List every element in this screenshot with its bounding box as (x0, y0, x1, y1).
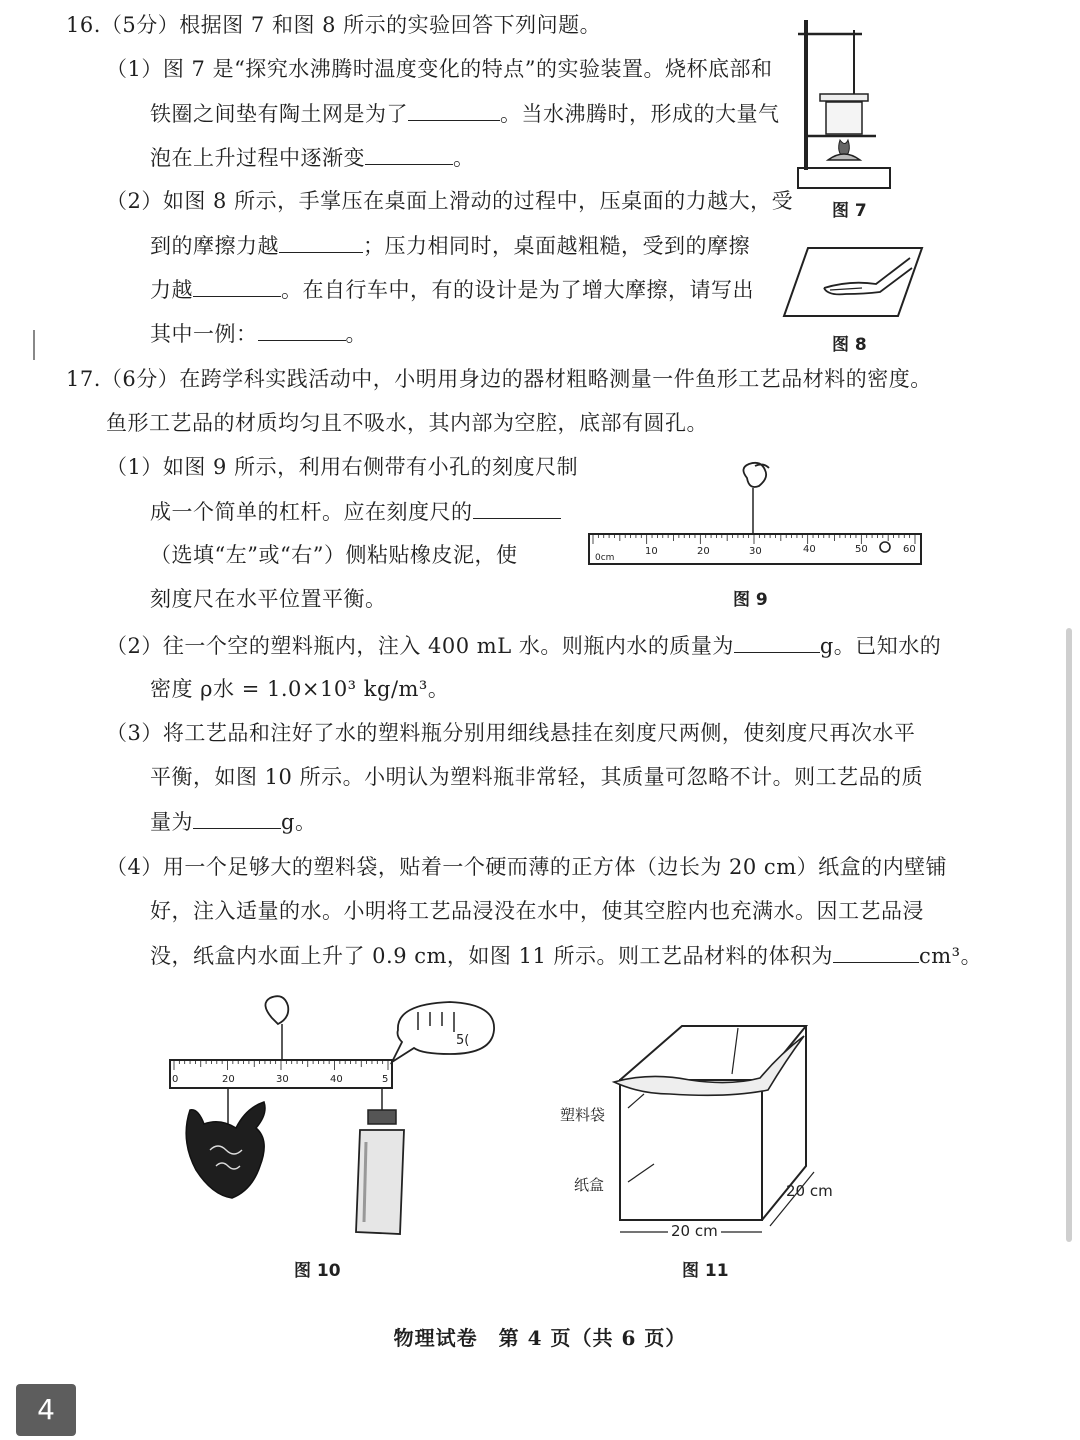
q16-text: 其中一例： (150, 322, 258, 346)
q16-text: ；压力相同时，桌面越粗糙，受到的摩擦 (363, 234, 750, 258)
q17-text: 没，纸盒内水面上升了 0.9 cm，如图 11 所示。则工艺品材料的体积为 (150, 944, 833, 968)
zoom-bubble (392, 1002, 494, 1062)
figure-11-cube-box (610, 1020, 840, 1245)
ruler-tick-label: 5 (382, 1074, 389, 1085)
answer-blank[interactable] (193, 274, 281, 297)
answer-blank[interactable] (473, 496, 561, 519)
q16-header: 16.（5分）根据图 7 和图 8 所示的实验回答下列问题。 (66, 13, 602, 37)
plastic-bag-rim (614, 1036, 804, 1095)
figure-10-balanced-ruler (160, 990, 500, 1245)
q17-text: （2）往一个空的塑料瓶内，注入 400 mL 水。则瓶内水的质量为 (106, 634, 734, 658)
answer-blank[interactable] (279, 230, 363, 253)
figure-8-caption: 图 8 (832, 335, 867, 355)
q16-part1-line2 (150, 98, 780, 129)
beaker (826, 102, 862, 134)
q17-text: g。已知水的 (819, 634, 942, 658)
q16-text: 。 (453, 146, 475, 170)
bag-pointer (628, 1094, 644, 1108)
ruler-tick-label: 20 (697, 546, 710, 557)
figure-8-hand-on-table (780, 240, 930, 322)
answer-blank[interactable] (258, 318, 346, 341)
zoom-label: 5( (456, 1033, 470, 1048)
bottle-cap (368, 1110, 396, 1124)
page-indicator[interactable]: 4 (16, 1384, 76, 1436)
q17-text: 量为 (150, 810, 193, 834)
ruler-tick-label: 50 (855, 544, 868, 555)
ruler-tick-label: 10 (645, 546, 658, 557)
q16-text: 。 (345, 322, 367, 346)
hand-icon (743, 463, 769, 487)
label-paper-box: 纸盒 (574, 1176, 605, 1194)
ruler-tick-label: 20 (222, 1074, 235, 1085)
answer-blank[interactable] (734, 630, 820, 653)
scrollbar[interactable] (1066, 628, 1072, 1242)
hand-icon (265, 996, 288, 1024)
q16-part2-line2 (150, 230, 750, 261)
q16-text: 铁圈之间垫有陶土网是为了 (150, 102, 408, 126)
ruler-tick-label: 30 (749, 546, 762, 557)
box-pointer (628, 1164, 654, 1182)
dimension-depth: 20 cm (786, 1182, 833, 1200)
q17-part3-line3 (150, 806, 316, 837)
q16-text: 泡在上升过程中逐渐变 (150, 146, 365, 170)
q16-part2-line4 (150, 318, 367, 349)
margin-mark (33, 330, 35, 360)
q17-part3-line1: （3）将工艺品和注好了水的塑料瓶分别用细线悬挂在刻度尺两侧，使刻度尺再次水平 (106, 721, 916, 745)
q17-intro: 鱼形工艺品的材质均匀且不吸水，其内部为空腔，底部有圆孔。 (106, 411, 708, 435)
q17-part3-line2: 平衡，如图 10 所示。小明认为塑料瓶非常轻，其质量可忽略不计。则工艺品的质 (150, 765, 924, 789)
ruler-tick-label: 0 (172, 1074, 179, 1085)
answer-blank[interactable] (833, 940, 919, 963)
ruler-tick-label: 30 (276, 1074, 289, 1085)
bag-fold (732, 1028, 738, 1074)
figure-10-caption: 图 10 (294, 1261, 341, 1281)
alcohol-lamp (828, 154, 860, 160)
ruler-tick-label: 40 (803, 544, 816, 555)
q16-part1-line1: （1）图 7 是“探究水沸腾时温度变化的特点”的实验装置。烧杯底部和 (106, 57, 773, 81)
q16-part2-line1: （2）如图 8 所示，手掌压在桌面上滑动的过程中，压桌面的力越大，受 (106, 189, 794, 213)
q17-part4-line2: 好，注入适量的水。小明将工艺品浸没在水中，使其空腔内也充满水。因工艺品浸 (150, 899, 924, 923)
q17-header: 17.（6分）在跨学科实践活动中，小明用身边的器材粗略测量一件鱼形工艺品材料的密度。 (66, 367, 932, 391)
hand (824, 258, 912, 294)
figure-9-ruler-lever (585, 460, 925, 575)
q17-part1-line4: 刻度尺在水平位置平衡。 (150, 587, 387, 611)
answer-blank[interactable] (193, 806, 281, 829)
q16-text: 。在自行车中，有的设计是为了增大摩擦，请写出 (281, 278, 754, 302)
q16-part2-line3 (150, 274, 754, 305)
figure-7-caption: 图 7 (832, 201, 867, 221)
ruler-tick-label: 40 (330, 1074, 343, 1085)
ruler-tick-label: 60 (903, 544, 916, 555)
q17-text: 成一个简单的杠杆。应在刻度尺的 (150, 500, 473, 524)
q16-text: 。当水沸腾时，形成的大量气 (500, 102, 780, 126)
q17-part1-line1: （1）如图 9 所示，利用右侧带有小孔的刻度尺制 (106, 455, 579, 479)
figure-9-caption: 图 9 (733, 590, 768, 610)
q17-part1-line3: （选填“左”或“右”）侧粘贴橡皮泥，使 (150, 543, 518, 567)
q17-part4-line3 (150, 940, 982, 971)
q17-part4-line1: （4）用一个足够大的塑料袋，贴着一个硬而薄的正方体（边长为 20 cm）纸盒的内壁铺 (106, 855, 948, 879)
figure-7-boiling-apparatus (790, 10, 900, 195)
figure-11-caption: 图 11 (682, 1261, 729, 1281)
ruler-tick-label: 0cm (595, 553, 615, 563)
ruler-hole (880, 542, 890, 552)
q17-part2-line1 (106, 630, 941, 661)
q16-text: 到的摩擦力越 (150, 234, 279, 258)
q17-part2-line2: 密度 ρ水 = 1.0×10³ kg/m³。 (150, 677, 450, 701)
q16-text: 力越 (150, 278, 193, 302)
dimension-width: 20 cm (668, 1222, 721, 1240)
q17-text: g。 (281, 810, 317, 834)
answer-blank[interactable] (365, 142, 453, 165)
box-front (620, 1080, 762, 1220)
q17-part1-line2 (150, 496, 561, 527)
answer-blank[interactable] (408, 98, 500, 121)
stand-base (798, 168, 890, 188)
q16-part1-line3 (150, 142, 475, 173)
label-plastic-bag: 塑料袋 (560, 1106, 606, 1124)
q17-text: cm³。 (919, 944, 983, 968)
page-footer: 物理试卷 第 4 页（共 6 页） (393, 1326, 687, 1350)
hand-finger (830, 288, 862, 290)
bottle-shine (364, 1142, 366, 1222)
beaker-lid (820, 94, 868, 101)
